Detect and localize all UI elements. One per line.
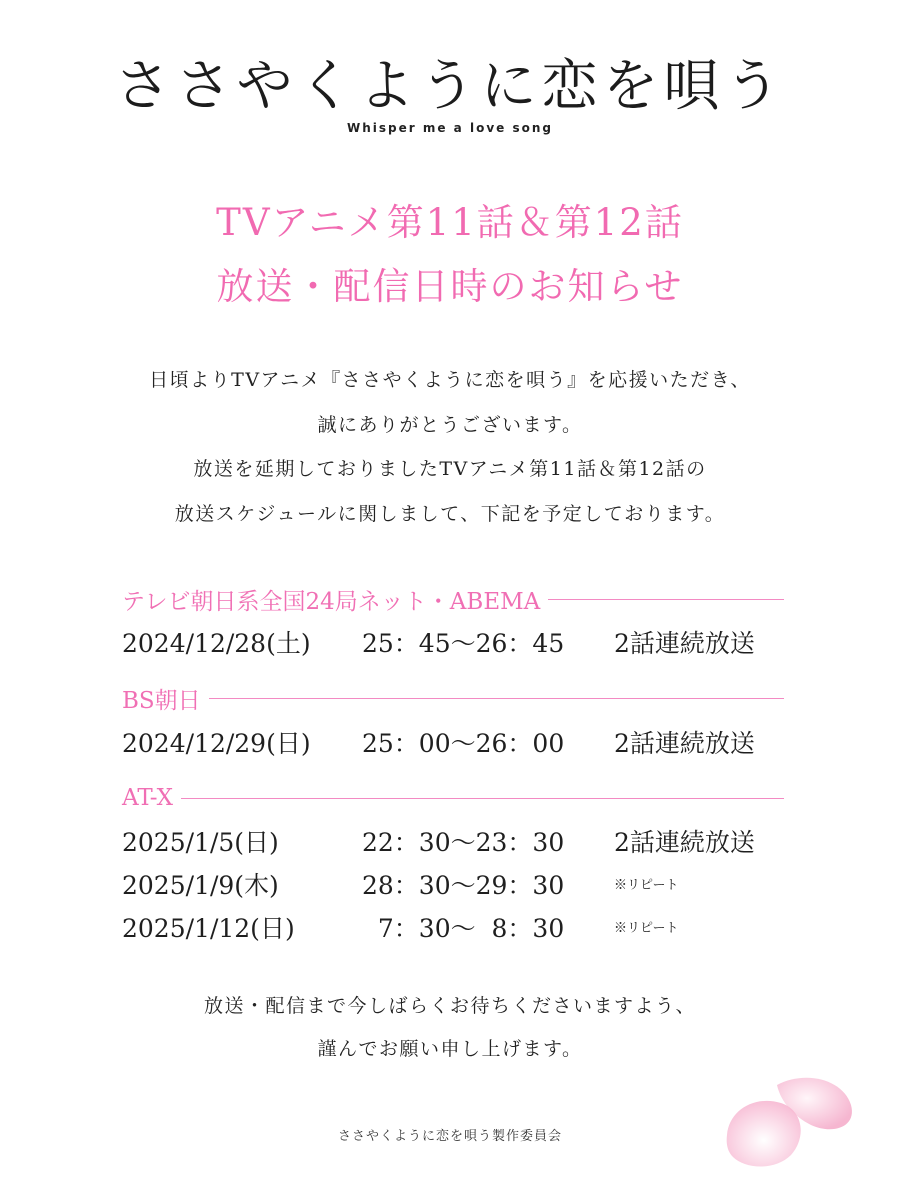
- headline-line-1: TVアニメ第11話＆第12話: [216, 201, 684, 244]
- schedule-row: [122, 724, 802, 762]
- closing-text: [0, 985, 900, 1071]
- schedule-date: 2024/12/28(土): [122, 629, 311, 658]
- petal-decoration: [715, 1065, 865, 1175]
- station-header-at-x: [122, 783, 784, 813]
- intro-text: [0, 358, 900, 536]
- schedule-row: [122, 866, 802, 904]
- intro-line: 放送スケジュールに関しまして、下記を予定しております。: [174, 502, 726, 525]
- headline-line-2: 放送・配信日時のお知らせ: [216, 265, 684, 308]
- schedule-date: 2025/1/5(日): [122, 828, 279, 857]
- schedule-time: 25：45〜26：45: [362, 629, 565, 658]
- schedule-note: 2話連続放送: [614, 629, 755, 658]
- schedule-row: [122, 624, 802, 662]
- schedule-time: 22：30〜23：30: [362, 828, 565, 857]
- schedule-time: 28：30〜29：30: [362, 871, 565, 900]
- schedule-note: ※リピート: [614, 921, 679, 936]
- station-name: BS朝日: [122, 687, 201, 714]
- closing-line: 放送・配信まで今しばらくお待ちくださいますよう、: [203, 995, 696, 1017]
- logo-title: ささやくように恋を唄う: [114, 54, 786, 119]
- petal-shape: [727, 1101, 801, 1167]
- schedule-date: 2024/12/29(日): [122, 729, 311, 758]
- closing-line: 謹んでお願い申し上げます。: [317, 1038, 583, 1060]
- station-header-bs-asahi: [122, 683, 784, 713]
- schedule-note: ※リピート: [614, 878, 679, 893]
- schedule-note: 2話連続放送: [614, 828, 755, 857]
- schedule-row: [122, 909, 802, 947]
- schedule-time: 7：30〜 8：30: [362, 914, 565, 943]
- schedule-note: 2話連続放送: [614, 729, 755, 758]
- committee-credit: ささやくように恋を唄う製作委員会: [337, 1129, 562, 1144]
- schedule-row: [122, 823, 802, 861]
- station-divider: [181, 798, 784, 799]
- station-name: AT-X: [122, 785, 174, 811]
- intro-line: 放送を延期しておりましたTVアニメ第11話＆第12話の: [193, 458, 707, 480]
- station-divider: [548, 599, 784, 600]
- station-divider: [209, 698, 784, 699]
- intro-line: 日頃よりTVアニメ『ささやくように恋を唄う』を応援いただき、: [149, 369, 751, 391]
- station-name: テレビ朝日系全国24局ネット・ABEMA: [122, 588, 541, 615]
- intro-line: 誠にありがとうございます。: [317, 413, 583, 436]
- station-header-tv-asahi: [122, 584, 784, 614]
- schedule-date: 2025/1/12(日): [122, 914, 295, 943]
- schedule-time: 25：00〜26：00: [362, 729, 565, 758]
- schedule-date: 2025/1/9(木): [122, 871, 279, 900]
- logo-subtitle: Whisper me a love song: [347, 121, 553, 135]
